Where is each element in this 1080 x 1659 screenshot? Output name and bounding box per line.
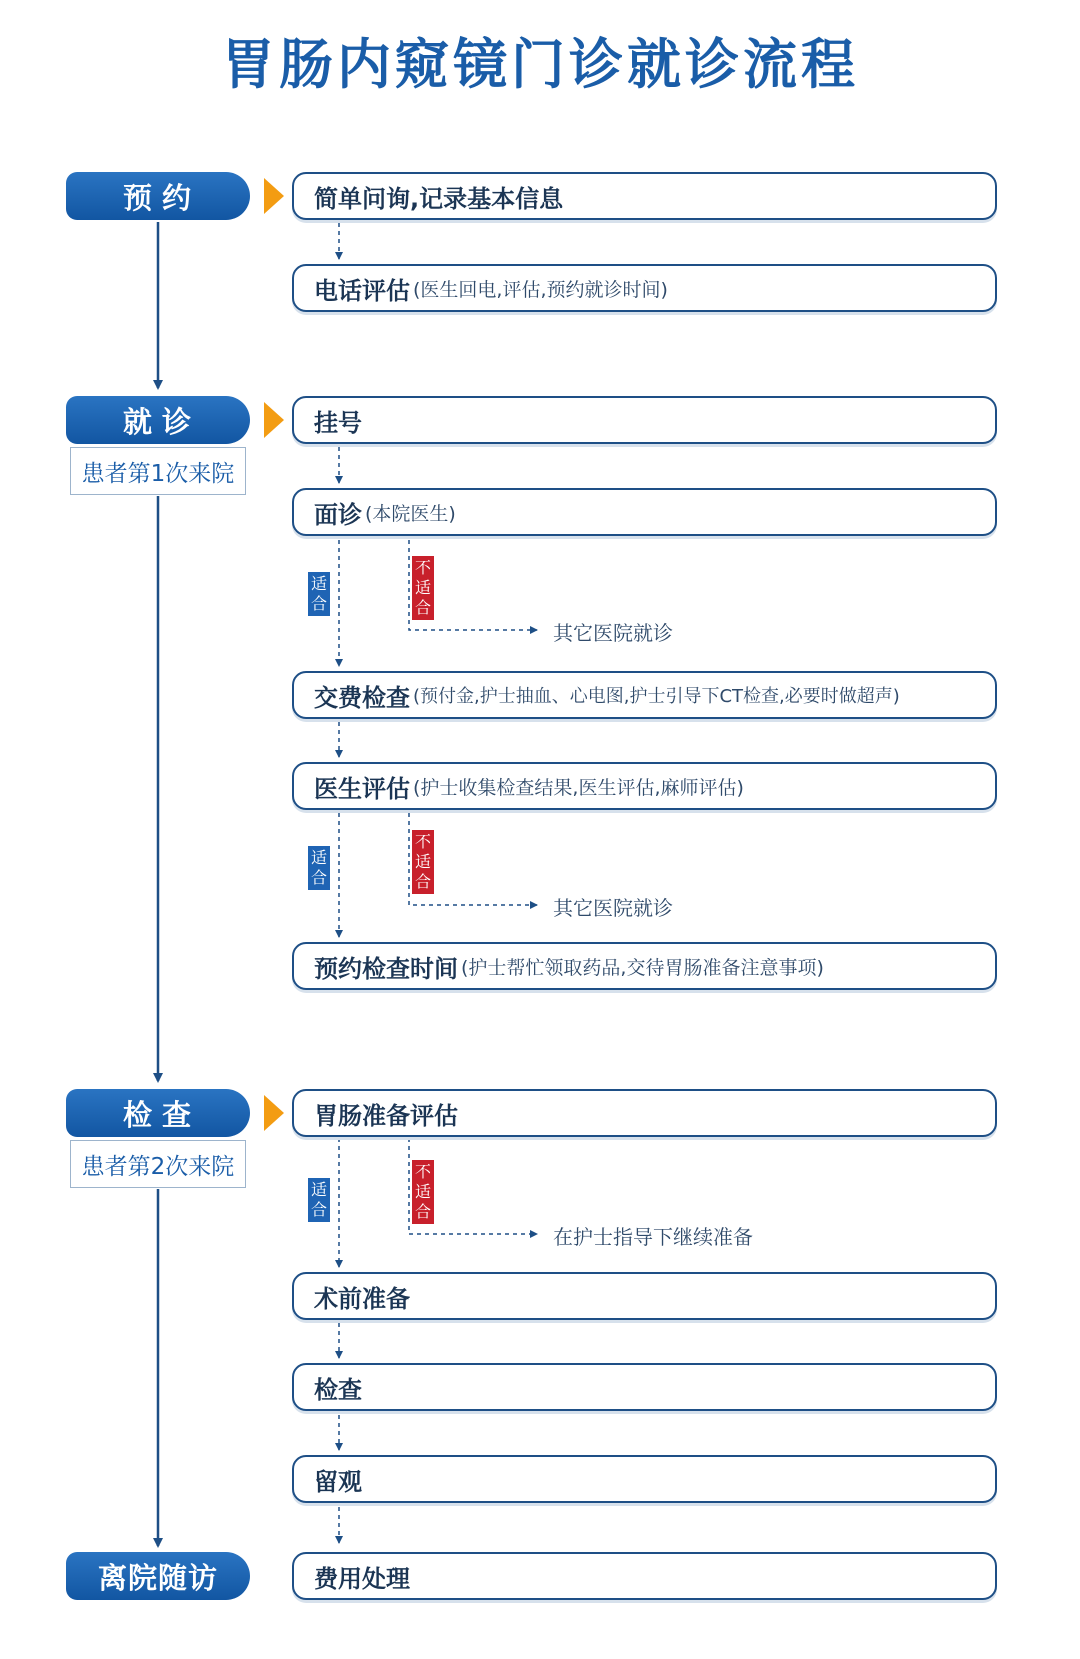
step-main: 交费检查 bbox=[314, 683, 410, 712]
alt-continue-prep: 在护士指导下继续准备 bbox=[553, 1225, 753, 1249]
step-consultation bbox=[292, 488, 997, 536]
step-schedule-exam bbox=[292, 942, 997, 990]
step-main: 胃肠准备评估 bbox=[314, 1101, 458, 1130]
step-detail: (护士帮忙领取药品,交待胃肠准备注意事项) bbox=[461, 956, 824, 979]
step-main: 留观 bbox=[314, 1467, 362, 1496]
unfit-tag: 不 适 合 bbox=[412, 830, 434, 894]
alt-other-hospital: 其它医院就诊 bbox=[553, 896, 673, 920]
stage-visit: 就诊 bbox=[66, 396, 250, 444]
stage-reserve: 预约 bbox=[66, 172, 250, 220]
fit-tag: 适 合 bbox=[308, 846, 330, 890]
visit-note-first: 患者第1次来院 bbox=[70, 447, 246, 495]
step-main: 检查 bbox=[314, 1375, 362, 1404]
unfit-tag: 不 适 合 bbox=[412, 556, 434, 620]
step-main: 预约检查时间 bbox=[314, 954, 458, 983]
step-pre-op-prep bbox=[292, 1272, 997, 1320]
step-main: 术前准备 bbox=[314, 1284, 410, 1313]
step-observation bbox=[292, 1455, 997, 1503]
step-phone-assessment bbox=[292, 264, 997, 312]
orange-arrow-icon bbox=[264, 1095, 284, 1131]
step-registration bbox=[292, 396, 997, 444]
step-bowel-prep-assessment bbox=[292, 1089, 997, 1137]
step-detail: (预付金,护士抽血、心电图,护士引导下CT检查,必要时做超声) bbox=[413, 686, 900, 707]
stage-follow-up: 离院随访 bbox=[66, 1552, 250, 1600]
unfit-tag: 不 适 合 bbox=[412, 1160, 434, 1224]
stage-exam: 检查 bbox=[66, 1089, 250, 1137]
step-detail: (医生回电,评估,预约就诊时间) bbox=[413, 278, 668, 301]
step-main: 挂号 bbox=[314, 408, 362, 437]
orange-arrow-icon bbox=[264, 402, 284, 438]
visit-note-second: 患者第2次来院 bbox=[70, 1140, 246, 1188]
fit-tag: 适 合 bbox=[308, 1178, 330, 1222]
fit-tag: 适 合 bbox=[308, 572, 330, 616]
page-title: 胃肠内窥镜门诊就诊流程 bbox=[221, 33, 859, 96]
step-inquiry bbox=[292, 172, 997, 220]
step-detail: (护士收集检查结果,医生评估,麻师评估) bbox=[413, 776, 744, 799]
step-payment-exam bbox=[292, 671, 997, 719]
step-main: 简单问询,记录基本信息 bbox=[314, 184, 564, 213]
orange-arrow-icon bbox=[264, 178, 284, 214]
step-main: 医生评估 bbox=[314, 774, 410, 803]
alt-other-hospital: 其它医院就诊 bbox=[553, 621, 673, 645]
step-detail: (本院医生) bbox=[365, 502, 456, 525]
step-billing bbox=[292, 1552, 997, 1600]
step-main: 面诊 bbox=[314, 500, 362, 529]
step-main: 电话评估 bbox=[314, 276, 410, 305]
step-main: 费用处理 bbox=[314, 1564, 410, 1593]
step-examination bbox=[292, 1363, 997, 1411]
step-doctor-assessment bbox=[292, 762, 997, 810]
